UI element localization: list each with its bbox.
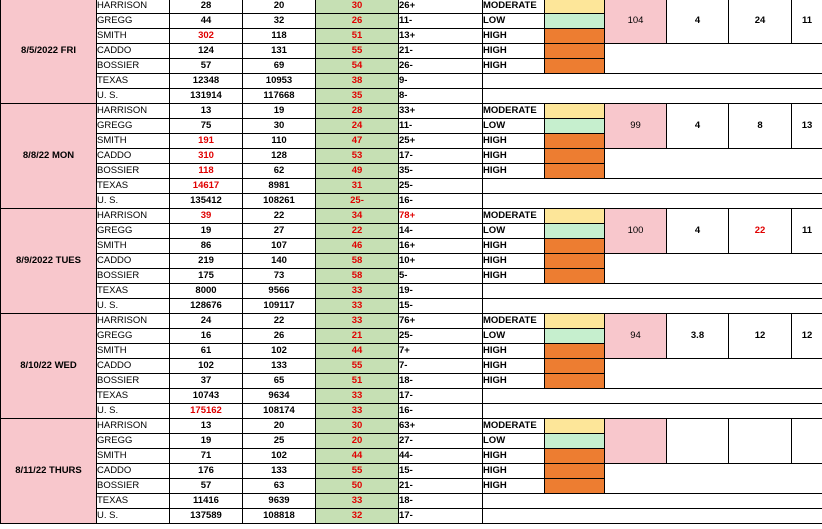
avg-cell[interactable]: 22 <box>243 314 316 329</box>
trend-cell[interactable]: 25- <box>399 329 483 344</box>
cases-cell[interactable]: 57 <box>170 479 243 494</box>
region-name-cell[interactable]: CADDO <box>97 254 170 269</box>
level-cell[interactable]: MODERATE <box>483 314 545 329</box>
table-row <box>1 74 822 89</box>
stat-cell-3[interactable]: 22 <box>729 209 792 254</box>
empty-cell <box>483 509 822 524</box>
avg-cell[interactable]: 69 <box>243 59 316 74</box>
table-row <box>1 284 822 299</box>
region-name-cell[interactable]: BOSSIER <box>97 479 170 494</box>
avg-cell[interactable]: 102 <box>243 344 316 359</box>
level-cell[interactable]: MODERATE <box>483 0 545 14</box>
trend-cell[interactable]: 16- <box>399 194 483 209</box>
level-swatch <box>545 59 605 74</box>
region-name-cell[interactable]: TEXAS <box>97 494 170 509</box>
cases-cell[interactable]: 19 <box>170 224 243 239</box>
percent-cell[interactable]: 53 <box>316 149 399 164</box>
region-name-cell[interactable]: U. S. <box>97 194 170 209</box>
avg-cell[interactable]: 62 <box>243 164 316 179</box>
level-cell[interactable]: HIGH <box>483 464 545 479</box>
avg-cell[interactable]: 10953 <box>243 74 316 89</box>
region-name-cell[interactable]: BOSSIER <box>97 164 170 179</box>
percent-cell[interactable]: 25- <box>316 194 399 209</box>
avg-cell[interactable]: 9634 <box>243 389 316 404</box>
cases-cell[interactable]: 13 <box>170 419 243 434</box>
stat-cell-1[interactable]: 100 <box>605 209 667 254</box>
date-cell[interactable]: 8/10/22 WED <box>1 314 97 419</box>
level-cell[interactable]: HIGH <box>483 44 545 59</box>
cases-cell[interactable]: 175 <box>170 269 243 284</box>
cases-cell[interactable]: 28 <box>170 0 243 14</box>
level-swatch <box>545 224 605 239</box>
percent-cell[interactable]: 32 <box>316 509 399 524</box>
percent-cell[interactable]: 58 <box>316 269 399 284</box>
region-name-cell[interactable]: CADDO <box>97 149 170 164</box>
table-row <box>1 314 822 329</box>
percent-cell[interactable]: 33 <box>316 389 399 404</box>
level-cell[interactable]: LOW <box>483 119 545 134</box>
level-cell[interactable]: HIGH <box>483 479 545 494</box>
trend-cell[interactable]: 11- <box>399 14 483 29</box>
region-name-cell[interactable]: BOSSIER <box>97 59 170 74</box>
cases-cell[interactable]: 176 <box>170 464 243 479</box>
level-cell[interactable]: HIGH <box>483 134 545 149</box>
empty-cell <box>483 89 822 104</box>
cases-cell[interactable]: 10743 <box>170 389 243 404</box>
stat-cell-3[interactable]: 8 <box>729 104 792 149</box>
level-cell[interactable]: HIGH <box>483 239 545 254</box>
percent-cell[interactable]: 26 <box>316 14 399 29</box>
avg-cell[interactable]: 9639 <box>243 494 316 509</box>
cases-cell[interactable]: 128676 <box>170 299 243 314</box>
stat-cell-3[interactable] <box>729 419 792 464</box>
avg-cell[interactable]: 9566 <box>243 284 316 299</box>
avg-cell[interactable]: 118 <box>243 29 316 44</box>
avg-cell[interactable]: 133 <box>243 359 316 374</box>
avg-cell[interactable]: 108174 <box>243 404 316 419</box>
level-swatch <box>545 29 605 44</box>
level-swatch <box>545 419 605 434</box>
level-cell[interactable]: MODERATE <box>483 419 545 434</box>
cases-cell[interactable]: 71 <box>170 449 243 464</box>
stat-cell-3[interactable]: 24 <box>729 0 792 44</box>
region-name-cell[interactable]: U. S. <box>97 509 170 524</box>
cases-cell[interactable]: 14617 <box>170 179 243 194</box>
level-swatch <box>545 209 605 224</box>
stat-cell-4[interactable]: 11 <box>792 0 822 44</box>
level-swatch <box>545 134 605 149</box>
region-name-cell[interactable]: GREGG <box>97 119 170 134</box>
avg-cell[interactable]: 73 <box>243 269 316 284</box>
region-name-cell[interactable]: TEXAS <box>97 284 170 299</box>
avg-cell[interactable]: 20 <box>243 419 316 434</box>
level-swatch <box>545 254 605 269</box>
percent-cell[interactable]: 22 <box>316 224 399 239</box>
level-swatch <box>545 314 605 329</box>
region-name-cell[interactable]: SMITH <box>97 344 170 359</box>
avg-cell[interactable]: 30 <box>243 119 316 134</box>
cases-cell[interactable]: 131914 <box>170 89 243 104</box>
level-cell[interactable]: HIGH <box>483 59 545 74</box>
table-row <box>1 509 822 524</box>
region-name-cell[interactable]: CADDO <box>97 359 170 374</box>
table-row <box>1 254 822 269</box>
trend-cell[interactable]: 63+ <box>399 419 483 434</box>
trend-cell[interactable]: 25+ <box>399 134 483 149</box>
region-name-cell[interactable]: CADDO <box>97 44 170 59</box>
cases-cell[interactable]: 118 <box>170 164 243 179</box>
trend-cell[interactable]: 13+ <box>399 29 483 44</box>
percent-cell[interactable]: 31 <box>316 179 399 194</box>
percent-cell[interactable]: 50 <box>316 479 399 494</box>
level-swatch <box>545 269 605 284</box>
date-cell[interactable]: 8/5/2022 FRI <box>1 0 97 104</box>
level-cell[interactable]: HIGH <box>483 449 545 464</box>
percent-cell[interactable]: 51 <box>316 374 399 389</box>
empty-notes-cell <box>605 359 822 389</box>
stat-cell-2[interactable]: 4 <box>667 104 729 149</box>
level-cell[interactable]: LOW <box>483 434 545 449</box>
stat-cell-4[interactable] <box>792 419 822 464</box>
percent-cell[interactable]: 54 <box>316 59 399 74</box>
date-cell[interactable]: 8/9/2022 TUES <box>1 209 97 314</box>
empty-cell <box>483 404 822 419</box>
level-cell[interactable]: HIGH <box>483 344 545 359</box>
level-cell[interactable]: HIGH <box>483 359 545 374</box>
trend-cell[interactable]: 15- <box>399 464 483 479</box>
region-name-cell[interactable]: HARRISON <box>97 314 170 329</box>
level-swatch <box>545 0 605 14</box>
table-row <box>1 299 822 314</box>
table-row <box>1 149 822 164</box>
level-cell[interactable]: HIGH <box>483 164 545 179</box>
cases-cell[interactable]: 37 <box>170 374 243 389</box>
percent-cell[interactable]: 51 <box>316 29 399 44</box>
table-row <box>1 494 822 509</box>
trend-cell[interactable]: 21- <box>399 44 483 59</box>
sheet-body <box>1 0 822 524</box>
empty-notes-cell <box>605 149 822 179</box>
region-name-cell[interactable]: BOSSIER <box>97 269 170 284</box>
level-swatch <box>545 149 605 164</box>
level-swatch <box>545 434 605 449</box>
percent-cell[interactable]: 44 <box>316 449 399 464</box>
stat-cell-2[interactable] <box>667 419 729 464</box>
cases-cell[interactable]: 13 <box>170 104 243 119</box>
cases-cell[interactable]: 44 <box>170 14 243 29</box>
trend-cell[interactable]: 7+ <box>399 344 483 359</box>
percent-cell[interactable]: 33 <box>316 404 399 419</box>
percent-cell[interactable]: 55 <box>316 464 399 479</box>
trend-cell[interactable]: 16+ <box>399 239 483 254</box>
empty-cell <box>483 494 822 509</box>
trend-cell[interactable]: 21- <box>399 479 483 494</box>
avg-cell[interactable]: 117668 <box>243 89 316 104</box>
stat-cell-2[interactable]: 3.8 <box>667 314 729 359</box>
level-cell[interactable]: LOW <box>483 14 545 29</box>
stat-cell-4[interactable]: 11 <box>792 209 822 254</box>
stat-cell-1[interactable]: 99 <box>605 104 667 149</box>
cases-cell[interactable]: 57 <box>170 59 243 74</box>
percent-cell[interactable]: 30 <box>316 419 399 434</box>
trend-cell[interactable]: 19- <box>399 284 483 299</box>
avg-cell[interactable]: 128 <box>243 149 316 164</box>
percent-cell[interactable]: 30 <box>316 0 399 14</box>
avg-cell[interactable]: 110 <box>243 134 316 149</box>
trend-cell[interactable]: 78+ <box>399 209 483 224</box>
level-swatch <box>545 164 605 179</box>
avg-cell[interactable]: 65 <box>243 374 316 389</box>
stat-cell-1[interactable]: 94 <box>605 314 667 359</box>
trend-cell[interactable]: 10+ <box>399 254 483 269</box>
region-name-cell[interactable]: TEXAS <box>97 74 170 89</box>
trend-cell[interactable]: 17- <box>399 149 483 164</box>
percent-cell[interactable]: 47 <box>316 134 399 149</box>
stat-cell-1[interactable] <box>605 419 667 464</box>
level-swatch <box>545 44 605 59</box>
level-swatch <box>545 119 605 134</box>
percent-cell[interactable]: 34 <box>316 209 399 224</box>
percent-cell[interactable]: 21 <box>316 329 399 344</box>
region-name-cell[interactable]: U. S. <box>97 299 170 314</box>
region-name-cell[interactable]: CADDO <box>97 464 170 479</box>
trend-cell[interactable]: 44- <box>399 449 483 464</box>
empty-notes-cell <box>605 44 822 74</box>
trend-cell[interactable]: 76+ <box>399 314 483 329</box>
trend-cell[interactable]: 15- <box>399 299 483 314</box>
percent-cell[interactable]: 49 <box>316 164 399 179</box>
region-name-cell[interactable]: SMITH <box>97 449 170 464</box>
avg-cell[interactable]: 8981 <box>243 179 316 194</box>
avg-cell[interactable]: 133 <box>243 464 316 479</box>
avg-cell[interactable]: 107 <box>243 239 316 254</box>
table-row <box>1 0 822 14</box>
level-cell[interactable]: LOW <box>483 329 545 344</box>
avg-cell[interactable]: 25 <box>243 434 316 449</box>
region-name-cell[interactable]: SMITH <box>97 29 170 44</box>
avg-cell[interactable]: 22 <box>243 209 316 224</box>
avg-cell[interactable]: 108818 <box>243 509 316 524</box>
level-cell[interactable]: HIGH <box>483 149 545 164</box>
trend-cell[interactable]: 14- <box>399 224 483 239</box>
cases-cell[interactable]: 61 <box>170 344 243 359</box>
region-name-cell[interactable]: HARRISON <box>97 209 170 224</box>
stat-cell-3[interactable]: 12 <box>729 314 792 359</box>
trend-cell[interactable]: 35- <box>399 164 483 179</box>
cases-cell[interactable]: 310 <box>170 149 243 164</box>
region-name-cell[interactable]: U. S. <box>97 404 170 419</box>
region-name-cell[interactable]: TEXAS <box>97 389 170 404</box>
cases-cell[interactable]: 86 <box>170 239 243 254</box>
table-row <box>1 89 822 104</box>
trend-cell[interactable]: 17- <box>399 509 483 524</box>
date-cell[interactable]: 8/8/22 MON <box>1 104 97 209</box>
region-name-cell[interactable]: GREGG <box>97 329 170 344</box>
percent-cell[interactable]: 24 <box>316 119 399 134</box>
empty-notes-cell <box>605 464 822 494</box>
avg-cell[interactable]: 109117 <box>243 299 316 314</box>
cases-cell[interactable]: 135412 <box>170 194 243 209</box>
percent-cell[interactable]: 28 <box>316 104 399 119</box>
level-cell[interactable]: MODERATE <box>483 209 545 224</box>
empty-cell <box>483 389 822 404</box>
cases-cell[interactable]: 102 <box>170 359 243 374</box>
cases-cell[interactable]: 302 <box>170 29 243 44</box>
region-name-cell[interactable]: GREGG <box>97 434 170 449</box>
table-row <box>1 44 822 59</box>
region-name-cell[interactable]: GREGG <box>97 224 170 239</box>
stat-cell-2[interactable]: 4 <box>667 0 729 44</box>
level-cell[interactable]: HIGH <box>483 254 545 269</box>
table-row <box>1 404 822 419</box>
table-row <box>1 359 822 374</box>
trend-cell[interactable]: 9- <box>399 74 483 89</box>
percent-cell[interactable]: 55 <box>316 44 399 59</box>
empty-notes-cell <box>605 254 822 284</box>
region-name-cell[interactable]: SMITH <box>97 239 170 254</box>
level-swatch <box>545 14 605 29</box>
table-row <box>1 464 822 479</box>
level-swatch <box>545 359 605 374</box>
level-swatch <box>545 374 605 389</box>
level-swatch <box>545 479 605 494</box>
region-name-cell[interactable]: HARRISON <box>97 0 170 14</box>
region-name-cell[interactable]: HARRISON <box>97 419 170 434</box>
percent-cell[interactable]: 55 <box>316 359 399 374</box>
trend-cell[interactable]: 26- <box>399 59 483 74</box>
trend-cell[interactable]: 18- <box>399 494 483 509</box>
region-name-cell[interactable]: U. S. <box>97 89 170 104</box>
percent-cell[interactable]: 38 <box>316 74 399 89</box>
table-row <box>1 179 822 194</box>
level-cell[interactable]: HIGH <box>483 374 545 389</box>
level-swatch <box>545 329 605 344</box>
cases-cell[interactable]: 11416 <box>170 494 243 509</box>
percent-cell[interactable]: 35 <box>316 89 399 104</box>
percent-cell[interactable]: 33 <box>316 284 399 299</box>
trend-cell[interactable]: 16- <box>399 404 483 419</box>
avg-cell[interactable]: 131 <box>243 44 316 59</box>
trend-cell[interactable]: 17- <box>399 389 483 404</box>
trend-cell[interactable]: 25- <box>399 179 483 194</box>
trend-cell[interactable]: 33+ <box>399 104 483 119</box>
avg-cell[interactable]: 20 <box>243 0 316 14</box>
level-cell[interactable]: HIGH <box>483 29 545 44</box>
cases-cell[interactable]: 12348 <box>170 74 243 89</box>
trend-cell[interactable]: 27- <box>399 434 483 449</box>
empty-cell <box>483 284 822 299</box>
avg-cell[interactable]: 32 <box>243 14 316 29</box>
cases-cell[interactable]: 39 <box>170 209 243 224</box>
cases-cell[interactable]: 19 <box>170 434 243 449</box>
date-cell[interactable]: 8/11/22 THURS <box>1 419 97 524</box>
empty-cell <box>483 194 822 209</box>
region-name-cell[interactable]: TEXAS <box>97 179 170 194</box>
trend-cell[interactable]: 26+ <box>399 0 483 14</box>
percent-cell[interactable]: 33 <box>316 494 399 509</box>
cases-cell[interactable]: 75 <box>170 119 243 134</box>
avg-cell[interactable]: 19 <box>243 104 316 119</box>
cases-cell[interactable]: 24 <box>170 314 243 329</box>
region-name-cell[interactable]: SMITH <box>97 134 170 149</box>
stat-cell-4[interactable]: 13 <box>792 104 822 149</box>
region-name-cell[interactable]: BOSSIER <box>97 374 170 389</box>
cases-cell[interactable]: 191 <box>170 134 243 149</box>
level-swatch <box>545 104 605 119</box>
avg-cell[interactable]: 102 <box>243 449 316 464</box>
empty-cell <box>483 299 822 314</box>
cases-cell[interactable]: 124 <box>170 44 243 59</box>
avg-cell[interactable]: 108261 <box>243 194 316 209</box>
avg-cell[interactable]: 27 <box>243 224 316 239</box>
region-name-cell[interactable]: GREGG <box>97 14 170 29</box>
table-row <box>1 104 822 119</box>
cases-cell[interactable]: 175162 <box>170 404 243 419</box>
percent-cell[interactable]: 20 <box>316 434 399 449</box>
region-name-cell[interactable]: HARRISON <box>97 104 170 119</box>
cases-cell[interactable]: 16 <box>170 329 243 344</box>
level-cell[interactable]: LOW <box>483 224 545 239</box>
avg-cell[interactable]: 63 <box>243 479 316 494</box>
trend-cell[interactable]: 7- <box>399 359 483 374</box>
table-row <box>1 209 822 224</box>
cases-cell[interactable]: 137589 <box>170 509 243 524</box>
trend-cell[interactable]: 11- <box>399 119 483 134</box>
level-cell[interactable]: MODERATE <box>483 104 545 119</box>
empty-cell <box>483 74 822 89</box>
stat-cell-2[interactable]: 4 <box>667 209 729 254</box>
trend-cell[interactable]: 18- <box>399 374 483 389</box>
level-swatch <box>545 239 605 254</box>
empty-cell <box>483 179 822 194</box>
percent-cell[interactable]: 58 <box>316 254 399 269</box>
level-swatch <box>545 464 605 479</box>
percent-cell[interactable]: 33 <box>316 299 399 314</box>
table-row <box>1 419 822 434</box>
table-row <box>1 389 822 404</box>
percent-cell[interactable]: 46 <box>316 239 399 254</box>
trend-cell[interactable]: 5- <box>399 269 483 284</box>
percent-cell[interactable]: 33 <box>316 314 399 329</box>
level-cell[interactable]: HIGH <box>483 269 545 284</box>
cases-cell[interactable]: 8000 <box>170 284 243 299</box>
avg-cell[interactable]: 140 <box>243 254 316 269</box>
stat-cell-1[interactable]: 104 <box>605 0 667 44</box>
stat-cell-4[interactable]: 12 <box>792 314 822 359</box>
level-swatch <box>545 344 605 359</box>
level-swatch <box>545 449 605 464</box>
cases-cell[interactable]: 219 <box>170 254 243 269</box>
percent-cell[interactable]: 44 <box>316 344 399 359</box>
avg-cell[interactable]: 26 <box>243 329 316 344</box>
table-row <box>1 194 822 209</box>
trend-cell[interactable]: 8- <box>399 89 483 104</box>
